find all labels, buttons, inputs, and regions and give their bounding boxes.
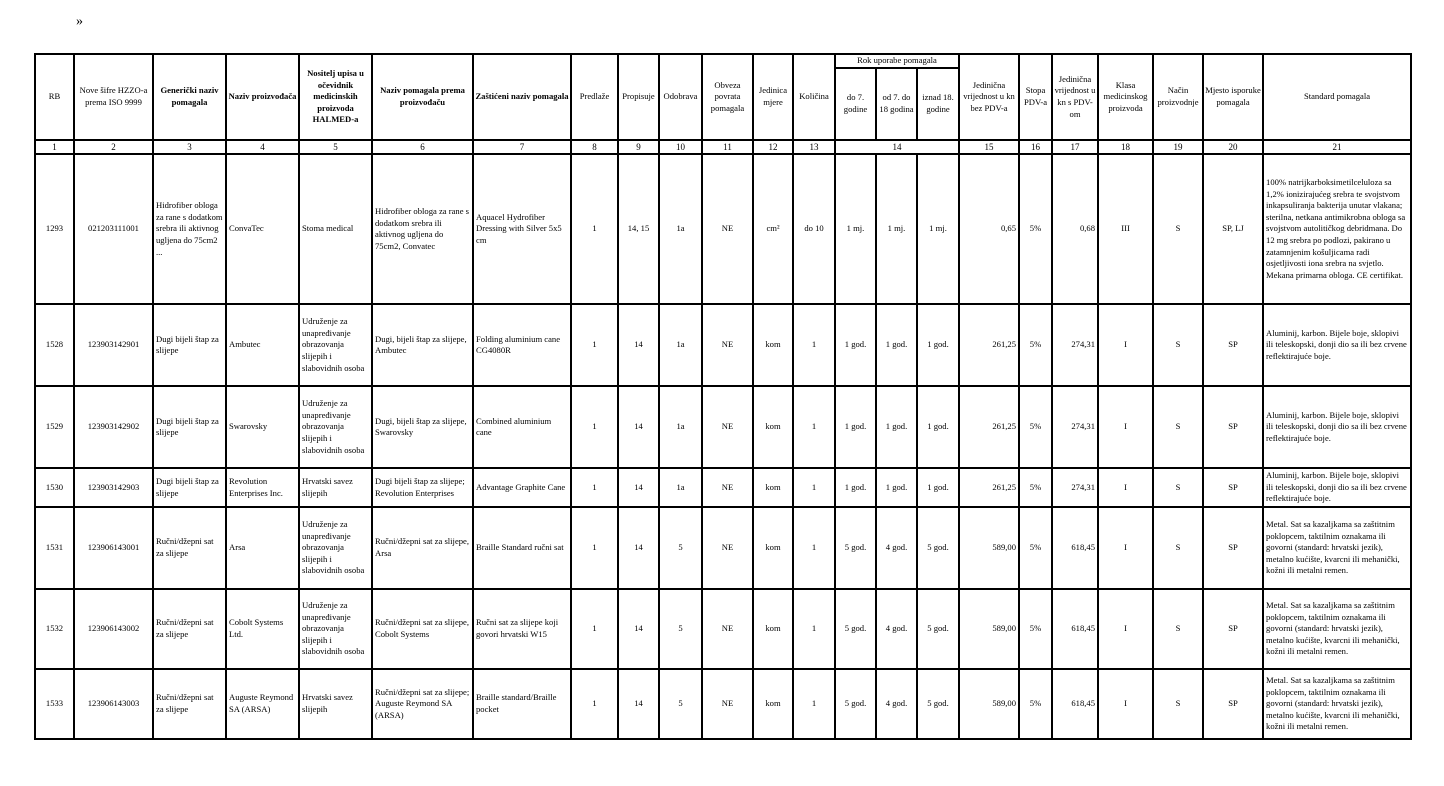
cell-proizvodjac: Cobolt Systems Ltd. [226,589,299,669]
cell-klasa: I [1098,386,1153,468]
cell-s: 274,31 [1052,386,1098,468]
cell-rok1: 5 god. [835,507,876,589]
header-stopa: Stopa PDV-a [1019,54,1052,140]
cell-proizvodjac: Revolution Enterprises Inc. [226,468,299,507]
cell-nacin: S [1153,468,1203,507]
cell-klasa: I [1098,589,1153,669]
cell-nositelj: Udruženje za unapređivanje obrazovanja slijepih i slabovidnih osoba [299,589,372,669]
cell-jedinica: kom [753,468,793,507]
cell-klasa: III [1098,154,1153,304]
cell-nacin: S [1153,589,1203,669]
cell-rok3: 1 mj. [917,154,959,304]
cell-standard: 100% natrijkarboksimetilceluloza sa 1,2% ionizirajućeg srebra te svojstvom inkapsuliranja bakterija unutar vlakana; sterilna, netkana antimikrobna obloga sa svojstvom autolitičkog debridmana. Do 12 mg srebra po podlozi, pakirano u zatamnjenim košuljicama radi osjetljivosti iona srebra na svjetlo. Mekana primarna obloga. CE certifikat. [1263,154,1411,304]
cell-predlaze: 1 [571,154,618,304]
header-obveza: Obveza povrata pomagala [702,54,753,140]
table-row [35,386,1411,468]
cell-obveza: NE [702,304,753,386]
cell-s: 274,31 [1052,304,1098,386]
cell-kolicina: 1 [793,304,835,386]
cell-kolicina: do 10 [793,154,835,304]
cell-kolicina: 1 [793,589,835,669]
column-number: 12 [753,140,793,154]
column-number: 5 [299,140,372,154]
cell-nositelj: Udruženje za unapređivanje obrazovanja slijepih i slabovidnih osoba [299,386,372,468]
cell-propisuje: 14 [618,386,659,468]
table-row [35,468,1411,507]
cell-bez: 0,65 [959,154,1019,304]
cell-zasticeni: Folding aluminium cane CG4080R [473,304,571,386]
cell-rb: 1531 [35,507,74,589]
cell-stopa: 5% [1019,468,1052,507]
cell-predlaze: 1 [571,386,618,468]
header-proizvodjac: Naziv proizvođača [226,54,299,140]
cell-propisuje: 14 [618,589,659,669]
cell-zasticeni: Braille standard/Braille pocket [473,669,571,739]
cell-genericki: Hidrofiber obloga za rane s dodatkom srebra ili aktivnog ugljena do 75cm2 ... [153,154,226,304]
header-naziv-prema: Naziv pomagala prema proizvođaču [372,54,473,140]
cell-obveza: NE [702,507,753,589]
header-nositelj: Nositelj upisa u očevidnik medicinskih proizvoda HALMED-a [299,54,372,140]
cell-nacin: S [1153,304,1203,386]
cell-obveza: NE [702,468,753,507]
cell-nacin: S [1153,386,1203,468]
header-kolicina: Količina [793,54,835,140]
cell-mjesto: SP [1203,589,1263,669]
cell-mjesto: SP [1203,468,1263,507]
cell-genericki: Ručni/džepni sat za slijepe [153,669,226,739]
cell-s: 274,31 [1052,468,1098,507]
cell-bez: 261,25 [959,386,1019,468]
cell-bez: 261,25 [959,304,1019,386]
header-rok-7-18: od 7. do 18 godina [876,68,917,140]
cell-rok2: 1 god. [876,386,917,468]
cell-rb: 1293 [35,154,74,304]
header-genericki: Generički naziv pomagala [153,54,226,140]
cell-odobrava: 1a [659,386,702,468]
cell-genericki: Dugi bijeli štap za slijepe [153,386,226,468]
cell-rb: 1532 [35,589,74,669]
cell-sifra: 123903142903 [74,468,153,507]
cell-kolicina: 1 [793,386,835,468]
cell-odobrava: 1a [659,468,702,507]
cell-propisuje: 14 [618,669,659,739]
column-number: 18 [1098,140,1153,154]
cell-sifra: 021203111001 [74,154,153,304]
cell-jedinica: cm² [753,154,793,304]
header-odobrava: Odobrava [659,54,702,140]
cell-stopa: 5% [1019,154,1052,304]
header-mjesto: Mjesto isporuke pomagala [1203,54,1263,140]
column-number: 3 [153,140,226,154]
cell-odobrava: 5 [659,507,702,589]
cell-zasticeni: Braille Standard ručni sat [473,507,571,589]
cell-rok3: 5 god. [917,507,959,589]
cell-naziv-prema: Dugi bijeli štap za slijepe; Revolution Enterprises [372,468,473,507]
table-row [35,589,1411,669]
cell-zasticeni: Aquacel Hydrofiber Dressing with Silver 5x5 cm [473,154,571,304]
cell-jedinica: kom [753,669,793,739]
cell-odobrava: 5 [659,669,702,739]
cell-bez: 261,25 [959,468,1019,507]
column-number: 16 [1019,140,1052,154]
cell-bez: 589,00 [959,669,1019,739]
cell-bez: 589,00 [959,589,1019,669]
cell-klasa: I [1098,304,1153,386]
header-vrijednost-bez: Jedinična vrijednost u kn bez PDV-a [959,54,1019,140]
cell-nositelj: Udruženje za unapređivanje obrazovanja slijepih i slabovidnih osoba [299,507,372,589]
header-jedinica: Jedinica mjere [753,54,793,140]
table-row [35,154,1411,304]
column-number: 2 [74,140,153,154]
cell-rok3: 5 god. [917,669,959,739]
cell-sifra: 123906143003 [74,669,153,739]
cell-bez: 589,00 [959,507,1019,589]
cell-nacin: S [1153,154,1203,304]
cell-predlaze: 1 [571,304,618,386]
header-rok-iznad18: iznad 18. godine [917,68,959,140]
cell-proizvodjac: ConvaTec [226,154,299,304]
cell-mjesto: SP [1203,669,1263,739]
cell-sifra: 123903142902 [74,386,153,468]
cell-rok2: 1 god. [876,304,917,386]
cell-rok1: 5 god. [835,589,876,669]
column-number: 19 [1153,140,1203,154]
table-row [35,304,1411,386]
table-row [35,507,1411,589]
header-rb: RB [35,54,74,140]
cell-jedinica: kom [753,304,793,386]
cell-standard: Metal. Sat sa kazaljkama sa zaštitnim poklopcem, taktilnim oznakama ili govorni (standard: hrvatski jezik), metalno kućište, kvarcni ili mehanički, kožni ili metalni remen. [1263,507,1411,589]
cell-naziv-prema: Ručni/džepni sat za slijepe, Cobolt Systems [372,589,473,669]
cell-proizvodjac: Ambutec [226,304,299,386]
cell-rok1: 1 god. [835,468,876,507]
cell-standard: Metal. Sat sa kazaljkama sa zaštitnim poklopcem, taktilnim oznakama ili govorni (standard: hrvatski jezik), metalno kućište, kvarcni ili mehanički, kožni ili metalni remen. [1263,669,1411,739]
cell-rok1: 1 god. [835,386,876,468]
cell-zasticeni: Advantage Graphite Cane [473,468,571,507]
cell-rb: 1529 [35,386,74,468]
cell-zasticeni: Combined aluminium cane [473,386,571,468]
cell-kolicina: 1 [793,669,835,739]
cell-s: 0,68 [1052,154,1098,304]
cell-s: 618,45 [1052,589,1098,669]
column-number: 6 [372,140,473,154]
page-marker: » [76,14,83,29]
cell-rok3: 1 god. [917,468,959,507]
cell-rok1: 5 god. [835,669,876,739]
cell-nacin: S [1153,669,1203,739]
column-number: 15 [959,140,1019,154]
cell-proizvodjac: Auguste Reymond SA (ARSA) [226,669,299,739]
cell-rok1: 1 mj. [835,154,876,304]
cell-predlaze: 1 [571,468,618,507]
column-number: 4 [226,140,299,154]
cell-predlaze: 1 [571,669,618,739]
cell-mjesto: SP [1203,386,1263,468]
cell-klasa: I [1098,507,1153,589]
cell-genericki: Ručni/džepni sat za slijepe [153,589,226,669]
cell-naziv-prema: Dugi, bijeli štap za slijepe, Ambutec [372,304,473,386]
cell-mjesto: SP, LJ [1203,154,1263,304]
cell-jedinica: kom [753,507,793,589]
cell-klasa: I [1098,669,1153,739]
cell-predlaze: 1 [571,507,618,589]
cell-naziv-prema: Dugi, bijeli štap za slijepe, Swarovsky [372,386,473,468]
cell-nositelj: Hrvatski savez slijepih [299,669,372,739]
cell-kolicina: 1 [793,507,835,589]
cell-standard: Aluminij, karbon. Bijele boje, sklopivi ili teleskopski, donji dio sa ili bez crvene reflektirajuće boje. [1263,386,1411,468]
cell-s: 618,45 [1052,507,1098,589]
cell-rok3: 1 god. [917,304,959,386]
cell-naziv-prema: Ručni/džepni sat za slijepe; Auguste Reymond SA (ARSA) [372,669,473,739]
cell-obveza: NE [702,589,753,669]
column-number: 20 [1203,140,1263,154]
cell-standard: Aluminij, karbon. Bijele boje, sklopivi ili teleskopski, donji dio sa ili bez crvene reflektirajuće boje. [1263,304,1411,386]
header-standard: Standard pomagala [1263,54,1411,140]
cell-rok2: 1 god. [876,468,917,507]
cell-naziv-prema: Ručni/džepni sat za slijepe, Arsa [372,507,473,589]
cell-sifra: 123903142901 [74,304,153,386]
header-propisuje: Propisuje [618,54,659,140]
cell-zasticeni: Ručni sat za slijepe koji govori hrvatski W15 [473,589,571,669]
cell-rok2: 4 god. [876,507,917,589]
header-zasticeni: Zaštićeni naziv pomagala [473,54,571,140]
cell-genericki: Dugi bijeli štap za slijepe [153,468,226,507]
cell-nositelj: Hrvatski savez slijepih [299,468,372,507]
cell-standard: Aluminij, karbon. Bijele boje, sklopivi ili teleskopski, donji dio sa ili bez crvene reflektirajuće boje. [1263,468,1411,507]
cell-rok3: 1 god. [917,386,959,468]
header-nacin: Način proizvodnje [1153,54,1203,140]
cell-jedinica: kom [753,386,793,468]
cell-predlaze: 1 [571,589,618,669]
cell-rb: 1533 [35,669,74,739]
cell-s: 618,45 [1052,669,1098,739]
cell-obveza: NE [702,386,753,468]
cell-rb: 1530 [35,468,74,507]
cell-obveza: NE [702,669,753,739]
column-number: 8 [571,140,618,154]
cell-proizvodjac: Arsa [226,507,299,589]
cell-propisuje: 14, 15 [618,154,659,304]
cell-odobrava: 5 [659,589,702,669]
header-rok-group: Rok uporabe pomagala [835,54,959,68]
cell-propisuje: 14 [618,468,659,507]
column-numbers-row [35,140,1411,154]
header-predlaze: Predlaže [571,54,618,140]
cell-genericki: Ručni/džepni sat za slijepe [153,507,226,589]
cell-stopa: 5% [1019,669,1052,739]
column-number: 1 [35,140,74,154]
cell-propisuje: 14 [618,507,659,589]
header-klasa: Klasa medicinskog proizvoda [1098,54,1153,140]
cell-propisuje: 14 [618,304,659,386]
cell-proizvodjac: Swarovsky [226,386,299,468]
header-sifra: Nove šifre HZZO-a prema ISO 9999 [74,54,153,140]
cell-mjesto: SP [1203,304,1263,386]
cell-sifra: 123906143001 [74,507,153,589]
column-number: 9 [618,140,659,154]
cell-nositelj: Udruženje za unapređivanje obrazovanja slijepih i slabovidnih osoba [299,304,372,386]
header-vrijednost-s: Jedinična vrijednost u kn s PDV-om [1052,54,1098,140]
column-number: 7 [473,140,571,154]
cell-rok3: 5 god. [917,589,959,669]
cell-stopa: 5% [1019,386,1052,468]
cell-naziv-prema: Hidrofiber obloga za rane s dodatkom srebra ili aktivnog ugljena do 75cm2, Convatec [372,154,473,304]
column-number: 10 [659,140,702,154]
cell-klasa: I [1098,468,1153,507]
cell-obveza: NE [702,154,753,304]
cell-odobrava: 1a [659,154,702,304]
cell-kolicina: 1 [793,468,835,507]
cell-stopa: 5% [1019,304,1052,386]
medical-aids-table [34,53,1412,740]
cell-stopa: 5% [1019,507,1052,589]
cell-standard: Metal. Sat sa kazaljkama sa zaštitnim poklopcem, taktilnim oznakama ili govorni (standard: hrvatski jezik), metalno kućište, kvarcni ili mehanički, kožni ili metalni remen. [1263,589,1411,669]
cell-jedinica: kom [753,589,793,669]
header-rok-do7: do 7. godine [835,68,876,140]
column-number: 13 [793,140,835,154]
cell-nositelj: Stoma medical [299,154,372,304]
column-number: 21 [1263,140,1411,154]
column-number: 14 [835,140,959,154]
cell-rb: 1528 [35,304,74,386]
cell-nacin: S [1153,507,1203,589]
table-row [35,669,1411,739]
cell-rok2: 4 god. [876,669,917,739]
cell-odobrava: 1a [659,304,702,386]
column-number: 17 [1052,140,1098,154]
column-number: 11 [702,140,753,154]
cell-rok2: 4 god. [876,589,917,669]
cell-rok2: 1 mj. [876,154,917,304]
cell-rok1: 1 god. [835,304,876,386]
cell-sifra: 123906143002 [74,589,153,669]
cell-mjesto: SP [1203,507,1263,589]
cell-genericki: Dugi bijeli štap za slijepe [153,304,226,386]
cell-stopa: 5% [1019,589,1052,669]
